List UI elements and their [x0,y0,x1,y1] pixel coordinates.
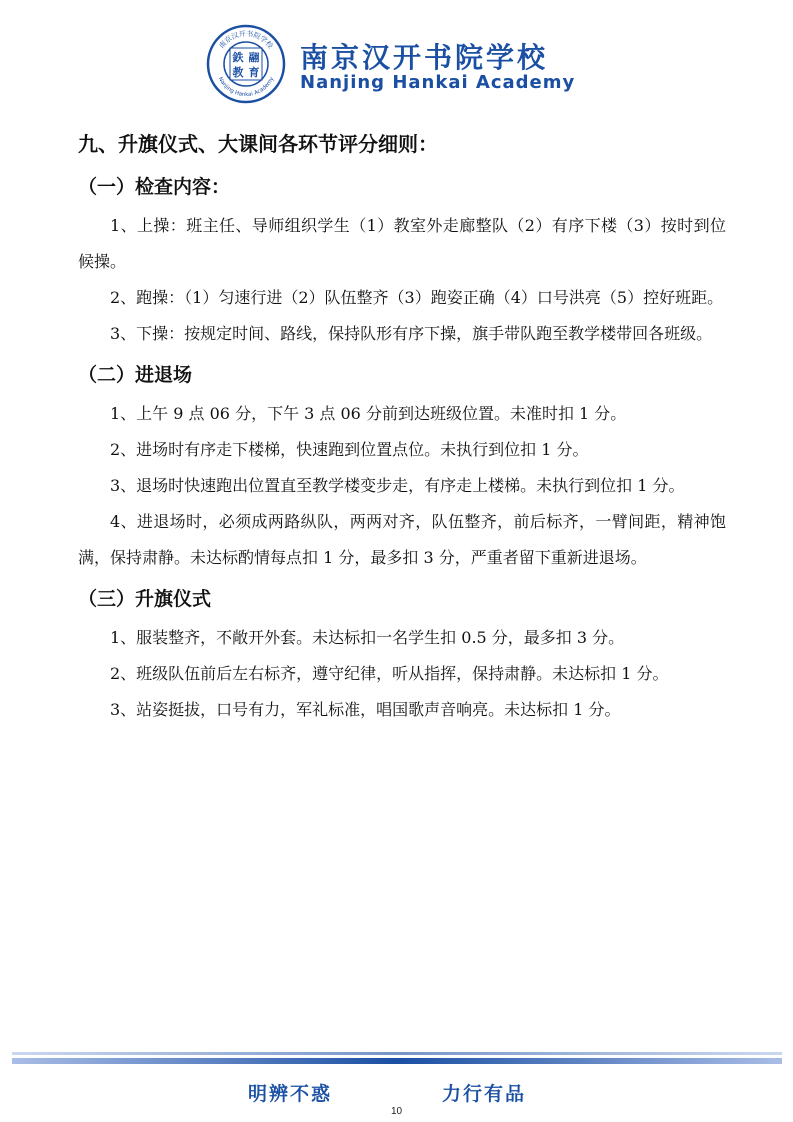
part-title: （二）进退场 [78,364,193,386]
paragraph: 1、上操：班主任、导师组织学生（1）教室外走廊整队（2）有序下楼（3）按时到位候操。 [78,216,726,271]
svg-text:教: 教 [232,66,244,79]
paragraph: 2、班级队伍前后左右标齐，遵守纪律，听从指挥，保持肃静。未达标扣 1 分。 [110,664,669,683]
paragraph: 3、站姿挺拔，口号有力，军礼标准，唱国歌声音响亮。未达标扣 1 分。 [110,700,621,719]
svg-text:Nanjing Hankai Academy: Nanjing Hankai Academy [216,76,276,99]
part-flag-ceremony [78,582,726,728]
school-name-chinese: 南京汉开书院学校 [300,41,549,74]
svg-text:育: 育 [248,66,260,79]
school-seal-logo [206,24,286,104]
motto-right: 力行有品 [442,1083,527,1105]
section-heading: 九、升旗仪式、大课间各环节评分细则： [78,132,438,156]
part-inspection-content [78,170,726,352]
part-title: （一）检查内容： [78,176,231,198]
paragraph: 3、下操：按规定时间、路线，保持队形有序下操，旗手带队跑至教学楼带回各班级。 [110,324,713,343]
svg-text:翮: 翮 [248,51,260,64]
paragraph: 4、进退场时，必须成两路纵队，两两对齐，队伍整齐，前后标齐，一臂间距，精神饱满，保持肃静。未达标酌情每点扣 1 分，最多扣 3 分，严重者留下重新进退场。 [78,512,726,567]
svg-text:鉄: 鉄 [232,51,244,64]
paragraph: 3、退场时快速跑出位置直至教学楼变步走，有序走上楼梯。未执行到位扣 1 分。 [110,476,685,495]
part-title: （三）升旗仪式 [78,588,212,610]
paragraph: 1、上午 9 点 06 分，下午 3 点 06 分前到达班级位置。未准时扣 1 分。 [110,404,627,423]
paragraph: 1、服装整齐，不敞开外套。未达标扣一名学生扣 0.5 分，最多扣 3 分。 [110,628,625,647]
school-name-english: Nanjing Hankai Academy [300,72,576,93]
motto-left: 明辨不惑 [248,1083,333,1105]
paragraph: 2、跑操：（1）匀速行进（2）队伍整齐（3）跑姿正确（4）口号洪亮（5）控好班距。 [110,288,724,307]
page-number: 10 [390,1106,403,1117]
page-header [0,0,793,110]
footer-divider [12,1052,782,1066]
part-entry-exit [78,358,726,576]
document-body [78,124,726,728]
svg-text:南京汉开书院学校: 南京汉开书院学校 [217,29,275,51]
paragraph: 2、进场时有序走下楼梯，快速跑到位置点位。未执行到位扣 1 分。 [110,440,589,459]
